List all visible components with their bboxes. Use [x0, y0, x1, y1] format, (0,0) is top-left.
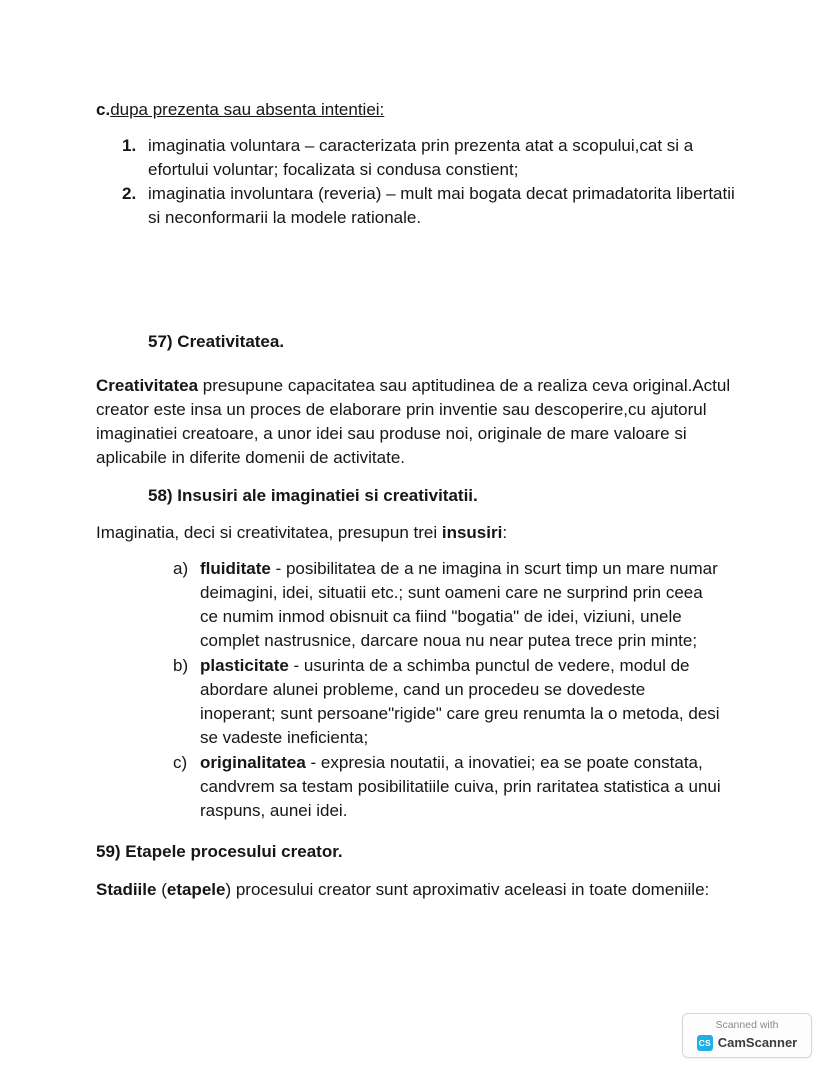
- intention-types-list: [96, 134, 736, 230]
- section-c-label: c.: [96, 100, 111, 119]
- scanned-with-label: Scanned with: [715, 1019, 779, 1031]
- heading-58: 58) Insusiri ale imaginatiei si creativitatii.: [148, 486, 478, 505]
- section-c-title: dupa prezenta sau absenta intentiei:: [110, 100, 385, 119]
- list-item: [122, 182, 736, 230]
- heading-59: 59) Etapele procesului creator.: [96, 842, 343, 861]
- trait-term: originalitatea: [200, 753, 306, 772]
- list-item-letter: c): [173, 753, 188, 772]
- list-item: [173, 557, 736, 653]
- paragraph-58-tail: :: [502, 523, 508, 542]
- paragraph-58-bold: insusiri: [441, 523, 503, 542]
- list-item-letter: b): [173, 656, 189, 675]
- camscanner-badge: [682, 1013, 812, 1058]
- paragraph-57-lead-bold: Creativitatea: [96, 376, 199, 395]
- trait-description: - expresia noutatii, a inovatiei; ea se poate constata, candvrem sa testam posibilitatiile cuiva, prin raritatea statistica a unui raspuns, aunei idei.: [200, 753, 721, 820]
- paragraph-57-body: presupune capacitatea sau aptitudinea de a realiza ceva original.Actul creator este insa un proces de elaborare prin inventie sau descoperire,cu ajutorul imaginatiei creatoare, a unor idei sau produse noi, originale de mare valoare si aplicabile in diferite domenii de activitate.: [96, 376, 731, 467]
- trait-description: - usurinta de a schimba punctul de vedere, modul de abordare alunei probleme, cand un procedeu se dovedeste inoperant; sunt persoane"rigide" care greu renumta la o metoda, desi se vadeste ineficienta;: [200, 656, 720, 747]
- trait-term: fluiditate: [200, 559, 271, 578]
- paragraph-59-rest: ) procesului creator sunt aproximativ aceleasi in toate domeniile:: [225, 880, 710, 899]
- trait-description: - posibilitatea de a ne imagina in scurt timp un mare numar deimagini, idei, situatii etc.; sunt oameni care ne surprind prin ceea ce numim inmod obisnuit ca fiind "bogatia" de idei, viziuni, unele complet nastrusnice, darcare noua nu near putea trece prin minte;: [200, 559, 718, 650]
- traits-list: [96, 557, 736, 823]
- list-item-text: imaginatia involuntara (reveria) – mult mai bogata decat primadatorita libertatii si neconformarii la modele rationale.: [148, 184, 735, 227]
- paragraph-59-bold-2: etapele: [166, 880, 226, 899]
- section-c-heading: [96, 98, 736, 122]
- camscanner-logo-icon: CS: [697, 1035, 713, 1051]
- list-item-text: [200, 654, 721, 750]
- trait-term: plasticitate: [200, 656, 289, 675]
- paragraph-59-mid: (: [156, 880, 167, 899]
- list-item: [173, 654, 736, 750]
- list-item-letter: a): [173, 559, 189, 578]
- list-item-text: [200, 557, 721, 653]
- paragraph-58: [96, 521, 736, 545]
- camscanner-brand-name: CamScanner: [717, 1035, 798, 1050]
- list-item-text: [200, 751, 721, 823]
- paragraph-57: [96, 374, 736, 470]
- paragraph-59-bold-1: Stadiile: [96, 880, 157, 899]
- list-item: [122, 134, 736, 182]
- camscanner-brand-row: [697, 1035, 797, 1051]
- heading-57: 57) Creativitatea.: [148, 332, 285, 351]
- list-item-text: imaginatia voluntara – caracterizata prin prezenta atat a scopului,cat si a efortului voluntar; focalizata si condusa constient;: [148, 136, 694, 179]
- paragraph-58-lead: Imaginatia, deci si creativitatea, presupun trei: [96, 523, 442, 542]
- list-item-number: 1.: [122, 136, 137, 155]
- list-item: [173, 751, 736, 823]
- paragraph-59: [96, 878, 736, 902]
- list-item-number: 2.: [122, 184, 137, 203]
